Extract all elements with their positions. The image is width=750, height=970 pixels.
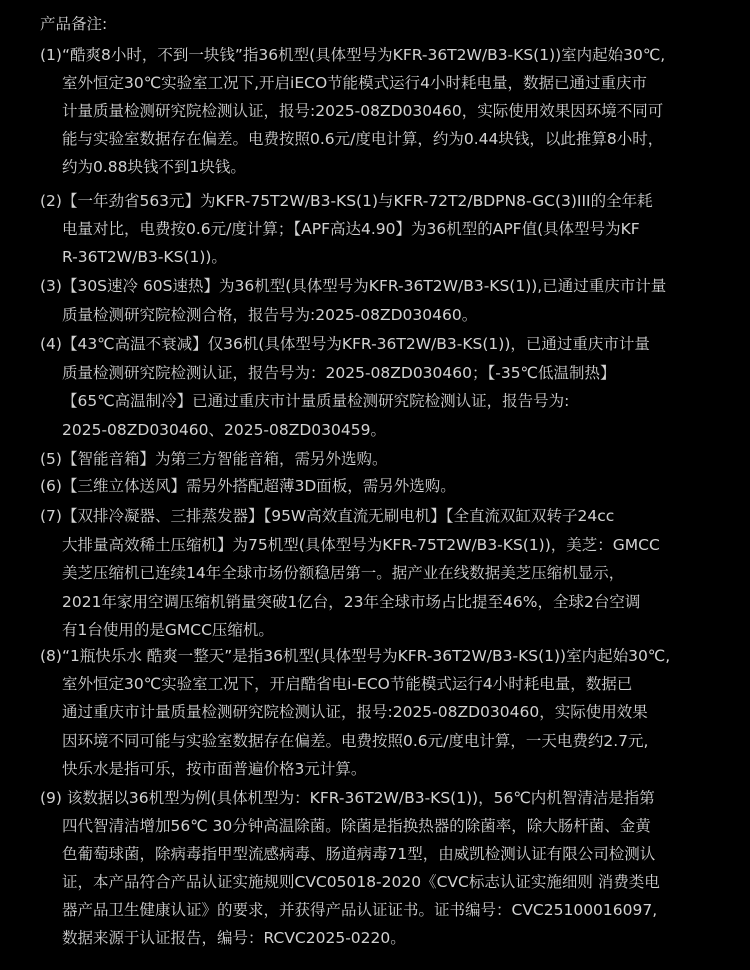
- note-9-line-4: 证，本产品符合产品认证实施规则CVC05018-2020《CVC标志认证实施细则 消费类电: [62, 873, 660, 891]
- note-7-line-3: 美芝压缩机已连续14年全球市场份额稳居第一。据产业在线数据美芝压缩机显示，: [62, 564, 625, 582]
- note-2-line-2: 电量对比，电费按0.6元/度计算；【APF高达4.90】为36机型的APF值(具体型号为KF: [62, 220, 640, 238]
- notes-heading: 产品备注:: [40, 15, 108, 33]
- note-8-line-2: 室外恒定30℃实验室工况下，开启酷省电i-ECO节能模式运行4小时耗电量，数据已: [62, 675, 633, 694]
- note-8-line-1: (8)“1瓶快乐水 酷爽一整天”是指36机型(具体型号为KFR-36T2W/B3-KS(1))室内起始30℃,: [40, 647, 671, 665]
- note-2-line-1: (2)【一年劲省563元】为KFR-75T2W/B3-KS(1)与KFR-72T2/BDPN8-GC(3)III的全年耗: [40, 192, 653, 210]
- note-3-line-1: (3)【30S速冷 60S速热】为36机型(具体型号为KFR-36T2W/B3-KS(1)),已通过重庆市计量: [40, 277, 667, 295]
- note-1-line-4: 能与实验室数据存在偏差。电费按照0.6元/度电计算，约为0.44块钱，以此推算8小时，: [62, 130, 664, 148]
- note-8-line-5: 快乐水是指可乐，按市面普遍价格3元计算。: [62, 759, 367, 778]
- note-9-line-3: 色葡萄球菌，除病毒指甲型流感病毒、肠道病毒71型，由威凯检测认证有限公司检测认: [62, 845, 656, 863]
- note-8-line-4: 因环境不同可能与实验室数据存在偏差。电费按照0.6元/度电计算，一天电费约2.7元,: [62, 731, 649, 750]
- note-9-line-1: (9) 该数据以36机型为例(具体机型为：KFR-36T2W/B3-KS(1))，56℃内机智清洁是指第: [40, 789, 655, 807]
- note-1-line-1: (1)“酷爽8小时，不到一块钱”指36机型(具体型号为KFR-36T2W/B3-KS(1))室内起始30℃,: [40, 46, 666, 64]
- note-7-line-5: 有1台使用的是GMCC压缩机。: [62, 621, 274, 639]
- note-5-line-1: (5)【智能音箱】为第三方智能音箱，需另外选购。: [40, 450, 388, 468]
- note-4-line-3: 【65℃高温制冷】已通过重庆市计量质量检测研究院检测认证，报告号为:: [62, 392, 570, 411]
- note-8-line-3: 通过重庆市计量质量检测研究院检测认证，报号:2025-08ZD030460，实际使用效果: [62, 703, 648, 722]
- note-7-line-1: (7)【双排冷凝器、三排蒸发器】【95W高效直流无刷电机】【全直流双缸双转子24cc: [40, 507, 615, 525]
- note-9-line-5: 器产品卫生健康认证》的要求，并获得产品认证证书。证书编号：CVC25100016097,: [62, 901, 658, 919]
- note-4-line-2: 质量检测研究院检测认证，报告号为：2025-08ZD030460；【-35℃低温制热】: [62, 363, 616, 382]
- note-1-line-3: 计量质量检测研究院检测认证，报号:2025-08ZD030460，实际使用效果因环境不同可: [62, 102, 664, 120]
- note-1-line-2: 室外恒定30℃实验室工况下,开启iECO节能模式运行4小时耗电量，数据已通过重庆市: [62, 74, 648, 92]
- note-7-line-4: 2021年家用空调压缩机销量突破1亿台，23年全球市场占比提至46%，全球2台空调: [62, 592, 641, 611]
- note-9-line-6: 数据来源于认证报告，编号：RCVC2025-0220。: [62, 929, 406, 947]
- note-1-line-5: 约为0.88块钱不到1块钱。: [62, 158, 246, 176]
- note-9-line-2: 四代智清洁增加56℃ 30分钟高温除菌。除菌是指换热器的除菌率，除大肠杆菌、金黄: [62, 817, 651, 835]
- note-4-line-1: (4)【43℃高温不衰减】仅36机(具体型号为KFR-36T2W/B3-KS(1))，已通过重庆市计量: [40, 335, 650, 353]
- note-3-line-2: 质量检测研究院检测合格，报告号为:2025-08ZD030460。: [62, 306, 478, 324]
- note-2-line-3: R-36T2W/B3-KS(1))。: [62, 248, 227, 266]
- note-7-line-2: 大排量高效稀土压缩机】为75机型(具体型号为KFR-75T2W/B3-KS(1))，美芝：GMCC: [62, 535, 660, 554]
- note-6-line-1: (6)【三维立体送风】需另外搭配超薄3D面板，需另外选购。: [40, 477, 456, 495]
- note-4-line-4: 2025-08ZD030460、2025-08ZD030459。: [62, 421, 386, 440]
